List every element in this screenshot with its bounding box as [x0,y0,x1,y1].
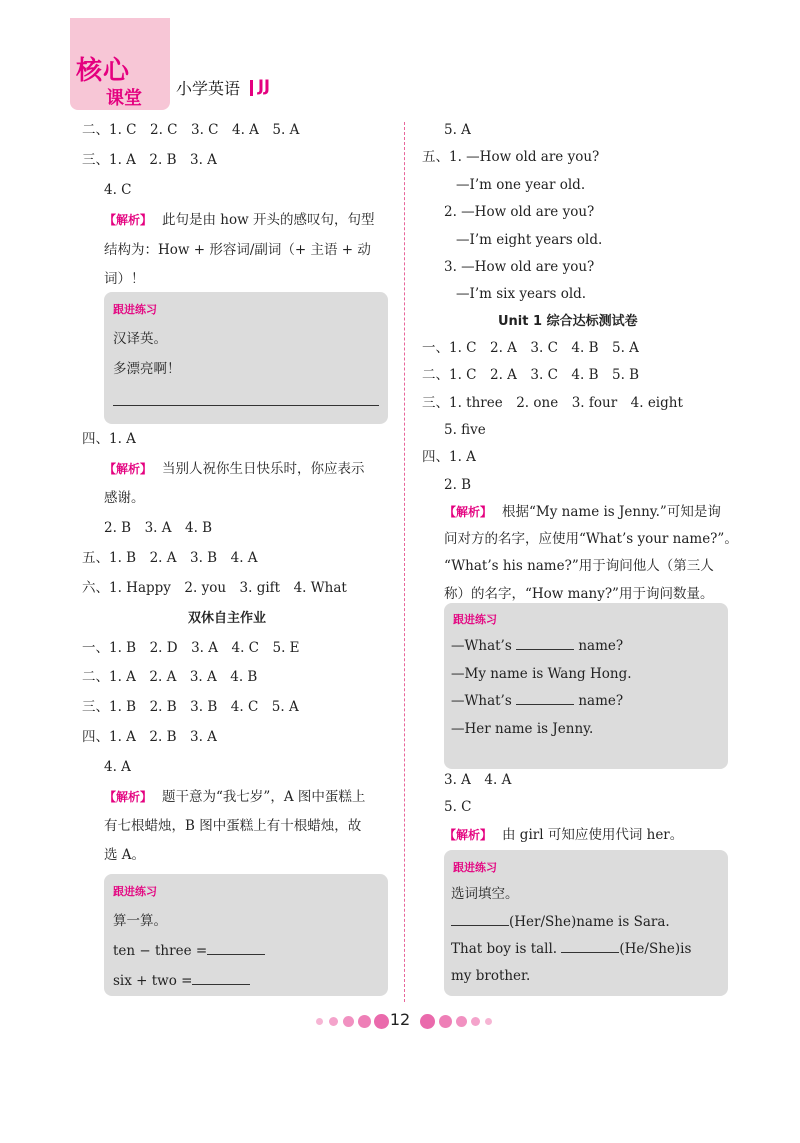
answer-line: 五、1. —How old are you? [422,149,600,165]
practice-text: six + two = [113,973,193,989]
answer-blank [451,925,509,926]
analysis-line [104,788,365,806]
section-title: 双休自主作业 [188,611,267,626]
analysis-label: 【解析】 [444,828,493,842]
analysis-label: 【解析】 [104,213,153,227]
answer-line: 3. —How old are you? [444,259,595,275]
analysis-line [444,826,683,844]
answer-line: 一、1. C 2. A 3. C 4. B 5. A [422,340,639,356]
practice-question [451,692,623,710]
practice-box [104,874,388,996]
practice-box [444,603,728,769]
decor-dot [456,1016,467,1027]
practice-box [104,292,388,424]
practice-question: 算一算。 [113,913,167,929]
practice-question [451,637,623,655]
answer-blank [113,405,379,406]
decor-dot [471,1017,480,1026]
analysis-line: 结构为：How + 形容词/副词（+ 主语 + 动 [104,242,371,258]
practice-text: name? [578,638,624,654]
practice-question: —Her name is Jenny. [451,721,594,737]
practice-question: —My name is Wang Hong. [451,666,632,682]
analysis-line [104,460,365,478]
answer-line: 二、1. C 2. A 3. C 4. B 5. B [422,367,640,383]
answer-line: 三、1. A 2. B 3. A [82,152,217,168]
answer-line: 四、1. A [82,431,136,447]
practice-question: 选词填空。 [451,886,519,902]
answer-line: 5. five [444,422,486,438]
answer-blank [516,649,574,650]
practice-text: ten − three = [113,943,208,959]
answer-line: —I’m eight years old. [456,232,603,248]
practice-question: 多漂亮啊！ [113,361,181,377]
decor-dot [485,1018,492,1025]
practice-question: my brother. [451,968,531,984]
answer-line: 一、1. B 2. D 3. A 4. C 5. E [82,640,300,656]
answer-line: 四、1. A [422,449,476,465]
practice-label: 跟进练习 [113,303,157,316]
analysis-text: 根据“My name is Jenny.”可知是询 [502,504,721,520]
decor-dot [439,1015,452,1028]
section-title: Unit 1 综合达标测试卷 [498,314,638,329]
practice-label: 跟进练习 [453,861,497,874]
practice-text: (Her/She)name is Sara. [509,914,670,930]
answer-line: 2. B [444,477,472,493]
answer-line: 二、1. A 2. A 3. A 4. B [82,669,258,685]
answer-line: 5. A [444,122,471,138]
answer-blank [207,954,265,955]
logo-main-text: 核心 [76,56,131,86]
analysis-label: 【解析】 [104,462,153,476]
answer-line: 三、1. three 2. one 3. four 4. eight [422,395,683,411]
practice-question [451,940,691,958]
answer-line: 二、1. C 2. C 3. C 4. A 5. A [82,122,300,138]
answer-line: 2. B 3. A 4. B [104,520,213,536]
analysis-line: 称）的名字，“How many?”用于询问数量。 [444,586,714,602]
decor-dot [358,1015,371,1028]
analysis-line: 词）！ [104,271,145,287]
analysis-label: 【解析】 [444,505,493,519]
decor-dot [329,1017,338,1026]
analysis-text: 由 girl 可知应使用代词 her。 [502,827,684,843]
practice-question [113,942,265,960]
practice-text: (He/She)is [619,941,692,957]
practice-label: 跟进练习 [113,885,157,898]
answer-line: 三、1. B 2. B 3. B 4. C 5. A [82,699,299,715]
analysis-line: 选 A。 [104,847,146,863]
analysis-line: 有七根蜡烛，B 图中蛋糕上有十根蜡烛，故 [104,818,362,834]
analysis-text: 此句是由 how 开头的感叹句，句型 [162,212,375,228]
logo [70,18,170,110]
answer-line: 四、1. A 2. B 3. A [82,729,217,745]
practice-question [113,972,250,990]
answer-line: 3. A 4. A [444,772,512,788]
answer-line: 4. C [104,182,132,198]
analysis-label: 【解析】 [104,790,153,804]
practice-question: 汉译英。 [113,331,167,347]
subject-title: 小学英语 [176,79,241,98]
analysis-line [444,503,721,521]
practice-text: —What’s [451,638,512,654]
logo-sub-text: 课堂 [106,88,142,109]
practice-text: name? [578,693,624,709]
analysis-line: 问对方的名字，应使用“What’s your name?”。 [444,531,738,547]
decor-dot [374,1014,389,1029]
answer-line: 5. C [444,799,472,815]
answer-blank [561,952,619,953]
decor-dot [343,1016,354,1027]
answer-line: 六、1. Happy 2. you 3. gift 4. What [82,580,347,596]
decor-dot [420,1014,435,1029]
answer-blank [516,704,574,705]
page-number: 12 [389,1010,411,1029]
answer-blank [192,984,250,985]
practice-label: 跟进练习 [453,613,497,626]
answer-line: 4. A [104,759,131,775]
analysis-line: “What’s his name?”用于询问他人（第三人 [444,558,714,574]
answer-line: 五、1. B 2. A 3. B 4. A [82,550,258,566]
header-separator [250,80,253,96]
analysis-text: 当别人祝你生日快乐时，你应表示 [162,461,365,477]
answer-line: —I’m six years old. [456,286,587,302]
answer-line: —I’m one year old. [456,177,586,193]
analysis-line [104,211,374,229]
decor-dot [316,1018,323,1025]
edition-code: JJ [258,76,270,95]
column-divider [404,122,405,1002]
practice-text: —What’s [451,693,512,709]
practice-question [451,913,670,931]
practice-text: That boy is tall. [451,941,558,957]
analysis-text: 题干意为“我七岁”，A 图中蛋糕上 [162,789,366,805]
answer-line: 2. —How old are you? [444,204,595,220]
analysis-line: 感谢。 [104,490,145,506]
practice-box [444,850,728,996]
